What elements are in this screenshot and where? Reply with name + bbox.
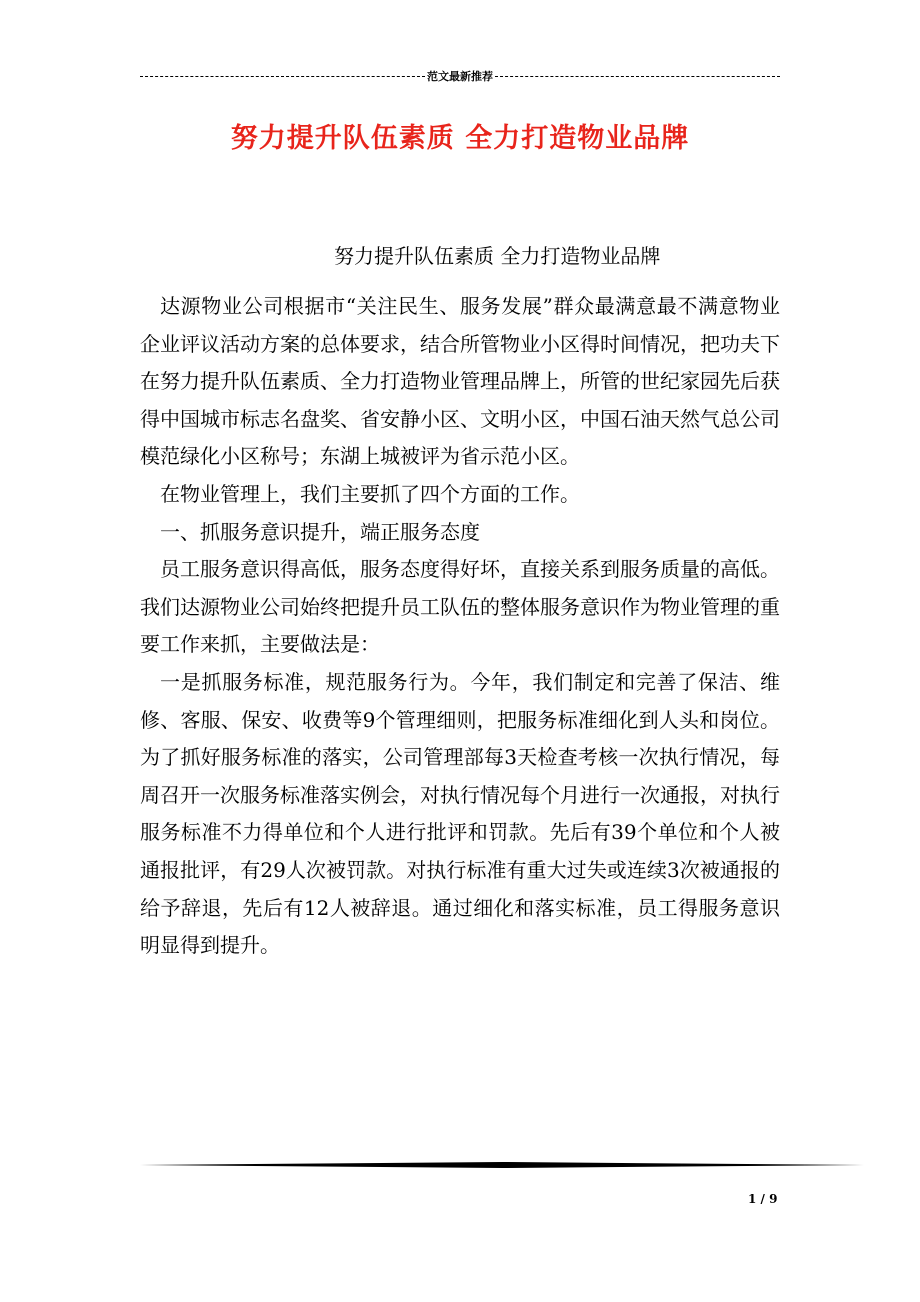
document-title: 努力提升队伍素质 全力打造物业品牌	[230, 123, 690, 154]
document-body	[140, 288, 780, 965]
page-number: 1 / 9	[748, 1192, 778, 1206]
footer-rule	[140, 1162, 864, 1168]
paragraph: 员工服务意识得高低，服务态度得好坏，直接关系到服务质量的高低。我们达源物业公司始终把提升员工队伍的整体服务意识作为物业管理的重要工作来抓，主要做法是：	[140, 557, 780, 657]
paragraph: 在物业管理上，我们主要抓了四个方面的工作。	[160, 481, 580, 506]
document-subtitle: 努力提升队伍素质 全力打造物业品牌	[334, 244, 661, 268]
header-dash-left	[140, 76, 425, 77]
paragraph: 一、抓服务意识提升，端正服务态度	[160, 519, 480, 544]
paragraph: 一是抓服务标准，规范服务行为。今年，我们制定和完善了保洁、维修、客服、保安、收费等9个管理细则，把服务标准细化到人头和岗位。为了抓好服务标准的落实，公司管理部每3天检查考核一次执行情况，每周召开一次服务标准落实例会，对执行情况每个月进行一次通报，对执行服务标准不力得单位和个人进行批评和罚款。先后有39个单位和个人被通报批评，有29人次被罚款。对执行标准有重大过失或连续3次被通报的给予辞退，先后有12人被辞退。通过细化和落实标准，员工得服务意识明显得到提升。	[140, 669, 780, 958]
header-dash-right	[495, 76, 780, 77]
header-label: 范文最新推荐	[427, 70, 493, 83]
page-header	[140, 66, 780, 86]
paragraph: 达源物业公司根据市“关注民生、服务发展”群众最满意最不满意物业企业评议活动方案的总体要求，结合所管物业小区得时间情况，把功夫下在努力提升队伍素质、全力打造物业管理品牌上，所管的世纪家园先后获得中国城市标志名盘奖、省安静小区、文明小区，中国石油天然气总公司模范绿化小区称号；东湖上城被评为省示范小区。	[140, 294, 780, 469]
